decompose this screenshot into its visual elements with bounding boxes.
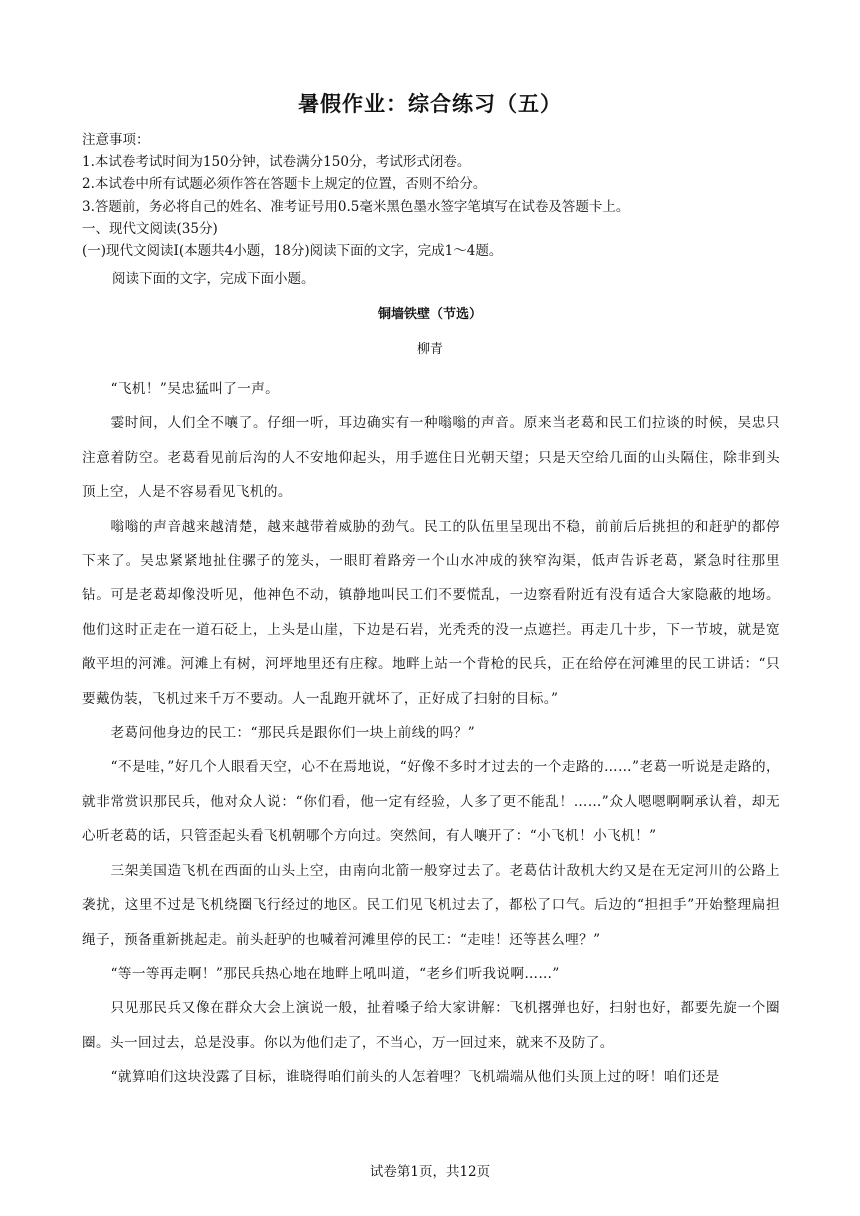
reading-instruction: 阅读下面的文字，完成下面小题。 [112, 271, 315, 287]
page-footer: 试卷第1页，共12页 [369, 1164, 491, 1180]
passage-paragraph: 只见那民兵又像在群众大会上演说一般，扯着嗓子给大家讲解：飞机撂弹也好，扫射也好，都要先旋一个圈圈。头一回过去，总是没事。你以为他们走了，不当心，万一回过来，就来不及防了。 [82, 1000, 780, 1051]
note-item-1: 1.本试卷考试时间为150分钟，试卷满分150分，考试形式闭卷。 [82, 154, 471, 170]
passage-paragraph: “飞机！”吴忠猛叫了一声。 [110, 381, 280, 397]
notes-heading: 注意事项： [82, 132, 150, 148]
page-title: 暑假作业：综合练习（五） [298, 92, 562, 116]
passage-paragraph: “不是哇，”好几个人眼看天空，心不在焉地说，“好像不多时才过去的一个走路的……”老葛一听说是走路的，就非常赏识那民兵，他对众人说：“你们看，他一定有经验，人多了更不能乱！……”众人嗯嗯啊啊承认着，却无心听老葛的话，只管歪起头看飞机朝哪个方向过。突然间，有人嚷开了：“小飞机！小飞机！” [82, 759, 780, 845]
passage-paragraph: 老葛问他身边的民工：“那民兵是跟你们一块上前线的吗？” [110, 725, 476, 742]
passage-paragraph: 霎时间，人们全不嚷了。仔细一听，耳边确实有一种嗡嗡的声音。原来当老葛和民工们拉谈的时候，吴忠只注意着防空。老葛看见前后沟的人不安地仰起头，用手遮住日光朝天望；只是天空给几面的山头隔住，除非到头顶上空，人是不容易看见飞机的。 [82, 415, 780, 501]
passage-author: 柳青 [416, 342, 443, 357]
passage-body [82, 372, 780, 1095]
section-heading: 一、现代文阅读(35分) [82, 221, 218, 237]
section-sub-heading: (一)现代文阅读I(本题共4小题，18分)阅读下面的文字，完成1～4题。 [82, 243, 503, 259]
passage-paragraph: 三架美国造飞机在西面的山头上空，由南向北箭一般穿过去了。老葛估计敌机大约又是在无定河川的公路上袭扰，这里不过是飞机绕圈飞行经过的地区。民工们见飞机过去了，都松了口气。后边的“担担手”开始整理扁担绳子，预备重新挑起走。前头赶驴的也喊着河滩里停的民工：“走哇！还等甚么哩？” [82, 862, 780, 948]
passage-title: 铜墙铁壁（节选） [377, 307, 482, 322]
passage-paragraph: “等一等再走啊！”那民兵热心地在地畔上吼叫道，“老乡们听我说啊……” [110, 965, 560, 982]
passage-paragraph: 嗡嗡的声音越来越清楚，越来越带着威胁的劲气。民工的队伍里呈现出不稳，前前后后挑担的和赶驴的都停下来了。吴忠紧紧地扯住骡子的笼头，一眼盯着路旁一个山水冲成的狭窄沟渠，低声告诉老葛，紧急时往那里钻。可是老葛却像没听见，他神色不动，镇静地叫民工们不要慌乱，一边察看附近有没有适合大家隐蔽的地场。他们这时正走在一道石砭上，上头是山崖，下边是石岩，光秃秃的没一点遮拦。再走几十步，下一节坡，就是宽敞平坦的河滩。河滩上有树，河坪地里还有庄稼。地畔上站一个背枪的民兵，正在给停在河滩里的民工讲话：“只要戴伪装，飞机过来千万不要动。人一乱跑开就坏了，正好成了扫射的目标。” [82, 518, 780, 707]
note-item-2: 2.本试卷中所有试题必须作答在答题卡上规定的位置，否则不给分。 [82, 176, 487, 192]
note-item-3: 3.答题前，务必将自己的姓名、准考证号用0.5毫米黑色墨水签字笔填写在试卷及答题卡上。 [82, 199, 630, 215]
passage-paragraph: “就算咱们这块没露了目标，谁晓得咱们前头的人怎着哩？飞机端端从他们头顶上过的呀！咱们还是 [110, 1069, 720, 1086]
